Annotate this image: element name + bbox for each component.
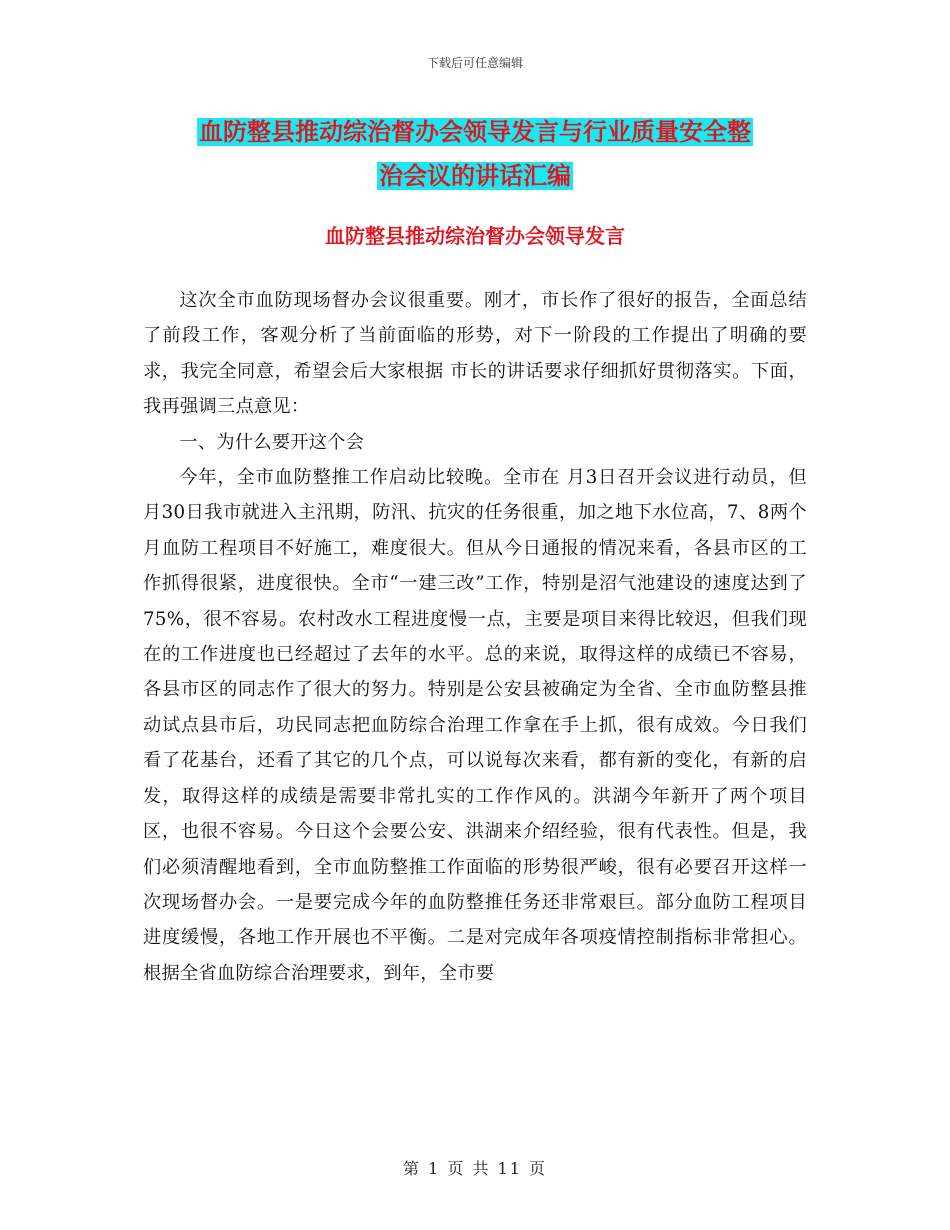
- section-title: 血防整县推动综治督办会领导发言: [325, 224, 625, 248]
- header-note: 下载后可任意编辑: [426, 56, 523, 70]
- document-title: [140, 110, 810, 198]
- paragraph: 这次全市血防现场督办会议很重要。刚才，市长作了很好的报告，全面总结了前段工作，客观分析了当前面临的形势，对下一阶段的工作提出了明确的要求，我完全同意，希望会后大家根据 市长的讲话要求仔细抓好贯彻落实。下面，我再强调三点意见：: [143, 290, 807, 418]
- page-number: 第 1 页 共 11 页: [403, 1159, 547, 1178]
- paragraph: 今年，全市血防整推工作启动比较晚。全市在 月3日召开会议进行动员，但 月30日我市就进入主汛期，防汛、抗灾的任务很重，加之地下水位高，7、8两个月血防工程项目不好施工，难度很大。但从今日通报的情况来看，各县市区的工作抓得很紧，进度很快。全市“一建三改”工作，特别是沼气池建设的速度达到了75%，很不容易。农村改水工程进度慢一点，主要是项目来得比较迟，但我们现在的工作进度也已经超过了去年的水平。总的来说，取得这样的成绩已不容易，各县市区的同志作了很大的努力。特别是公安县被确定为全省、全市血防整县推动试点县市后，功民同志把血防综合治理工作拿在手上抓，很有成效。今日我们看了花基台，还看了其它的几个点，可以说每次来看，都有新的变化，有新的启发，取得这样的成绩是需要非常扎实的工作作风的。洪湖今年新开了两个项目区，也很不容易。今日这个会要公安、洪湖来介绍经验，很有代表性。但是，我们必须清醒地看到，全市血防整推工作面临的形势很严峻，很有必要召开这样一次现场督办会。一是要完成今年的血防整推任务还非常艰巨。部分血防工程项目进度缓慢，各地工作开展也不平衡。二是对完成年各项疫情控制指标非常担心。根据全省血防综合治理要求，到年，全市要: [143, 467, 807, 984]
- body-text: [143, 283, 807, 991]
- document-title-line-2: 治会议的讲话汇编: [379, 162, 571, 190]
- document-title-line-1: 血防整县推动综治督办会领导发言与行业质量安全整: [199, 118, 751, 146]
- paragraph-heading: 一、为什么要开这个会: [179, 431, 365, 453]
